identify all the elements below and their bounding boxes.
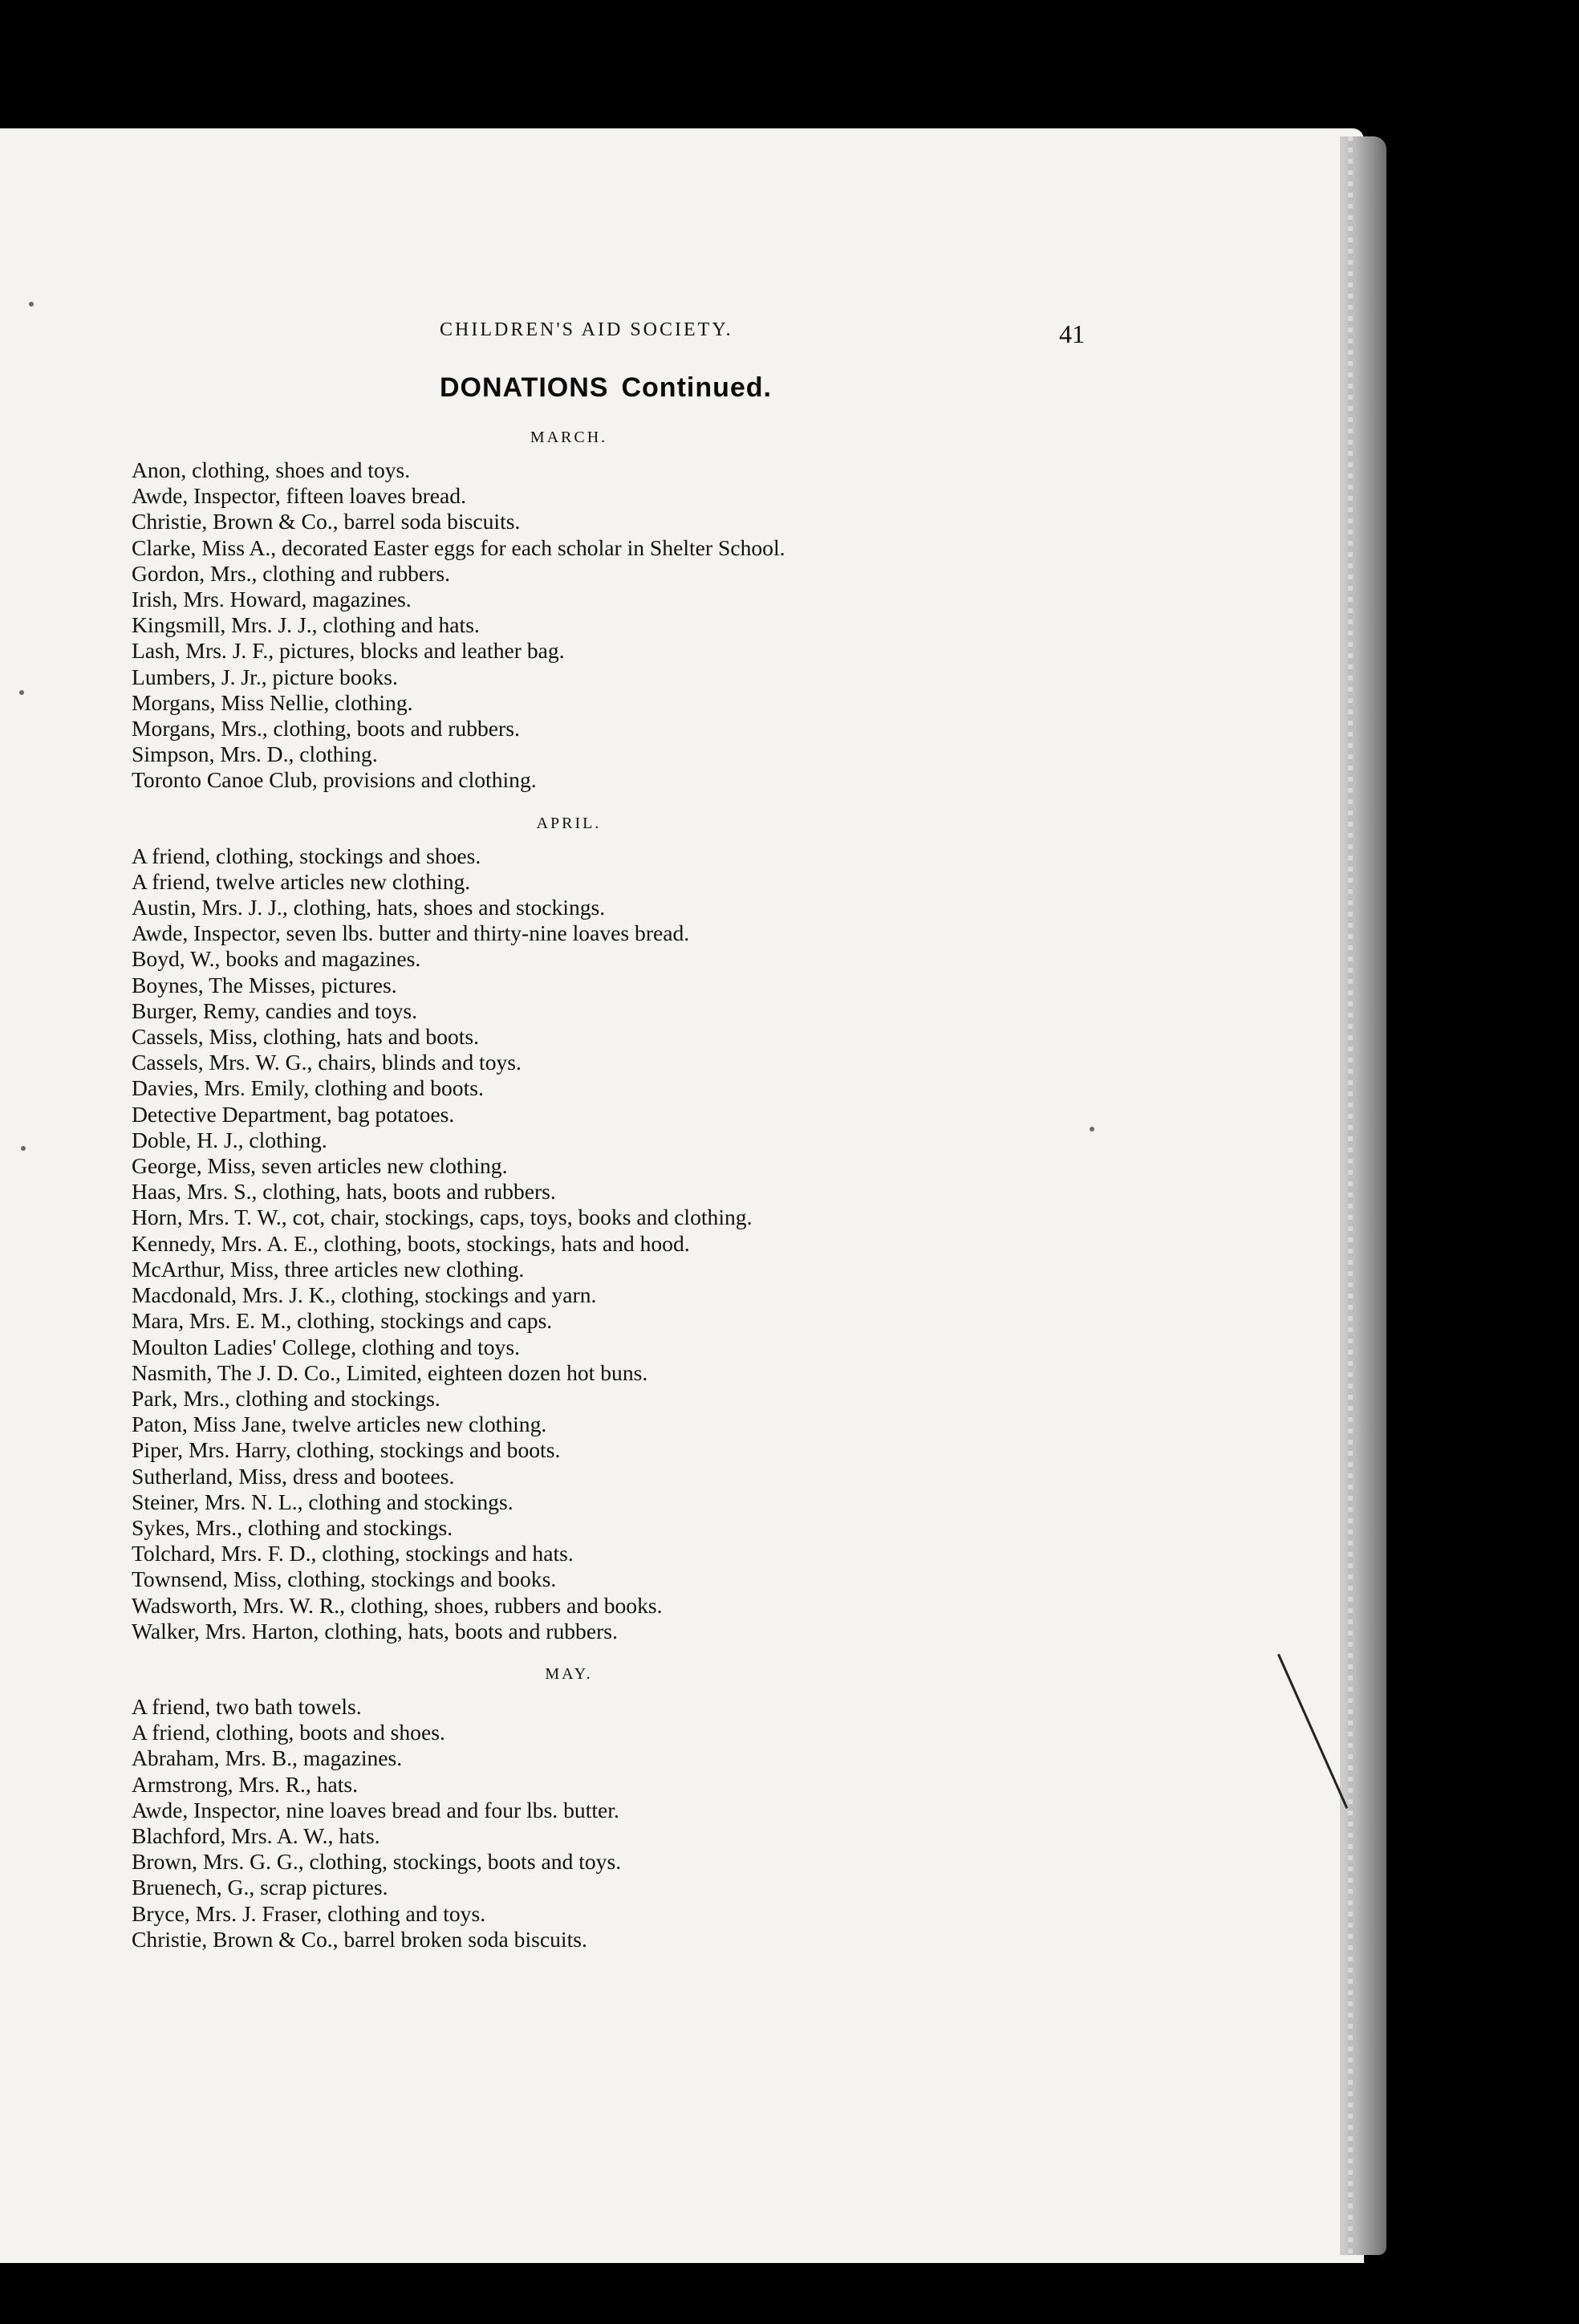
title-continued: Continued. (621, 372, 773, 403)
donation-entry: Simpson, Mrs. D., clothing. (132, 741, 378, 767)
donation-entry: Burger, Remy, candies and toys. (132, 997, 418, 1023)
donation-entry: Morgans, Mrs., clothing, boots and rubbers. (132, 716, 520, 741)
donation-entry: Mara, Mrs. E. M., clothing, stockings and caps. (132, 1308, 553, 1334)
donation-entry: Paton, Miss Jane, twelve articles new clothing. (132, 1412, 547, 1437)
donation-entry: Macdonald, Mrs. J. K., clothing, stockings and yarn. (132, 1282, 597, 1308)
donation-entry: Austin, Mrs. J. J., clothing, hats, shoes and stockings. (132, 895, 606, 920)
donation-entry: George, Miss, seven articles new clothing. (132, 1153, 508, 1179)
donation-entry: Awde, Inspector, nine loaves bread and four lbs. butter. (132, 1797, 619, 1822)
title-main: DONATIONS (440, 372, 609, 403)
donation-entry: Cassels, Miss, clothing, hats and boots. (132, 1024, 480, 1050)
running-head: CHILDREN'S AID SOCIETY. (440, 319, 733, 340)
donation-entry: Piper, Mrs. Harry, clothing, stockings and boots. (132, 1437, 561, 1463)
donation-entry: Sykes, Mrs., clothing and stockings. (132, 1514, 453, 1540)
month-heading: MARCH. (530, 429, 608, 446)
donation-entry: Townsend, Miss, clothing, stockings and books. (132, 1566, 557, 1592)
donation-entry: McArthur, Miss, three articles new clothing. (132, 1256, 525, 1282)
donation-entry: Gordon, Mrs., clothing and rubbers. (132, 560, 450, 586)
donation-entry: Morgans, Miss Nellie, clothing. (132, 689, 413, 715)
donations-list (132, 425, 1135, 1952)
donation-entry: A friend, twelve articles new clothing. (132, 868, 471, 894)
donation-entry: Christie, Brown & Co., barrel broken soda biscuits. (132, 1926, 587, 1952)
donation-entry: Walker, Mrs. Harton, clothing, hats, boots and rubbers. (132, 1618, 618, 1643)
donation-entry: Detective Department, bag potatoes. (132, 1101, 455, 1127)
donation-entry: Wadsworth, Mrs. W. R., clothing, shoes, rubbers and books. (132, 1592, 663, 1618)
donation-entry: A friend, clothing, stockings and shoes. (132, 843, 481, 868)
donation-entry: Doble, H. J., clothing. (132, 1127, 327, 1152)
donation-entry: Boyd, W., books and magazines. (132, 946, 421, 972)
scan-speck (19, 690, 24, 695)
donation-entry: Horn, Mrs. T. W., cot, chair, stockings, caps, toys, books and clothing. (132, 1205, 753, 1230)
donation-entry: Steiner, Mrs. N. L., clothing and stockings. (132, 1489, 513, 1514)
donation-entry: Kingsmill, Mrs. J. J., clothing and hats. (132, 612, 480, 638)
donation-entry: Park, Mrs., clothing and stockings. (132, 1385, 440, 1411)
donation-entry: Cassels, Mrs. W. G., chairs, blinds and toys. (132, 1050, 522, 1075)
scan-speck (29, 302, 34, 307)
donation-entry: Anon, clothing, shoes and toys. (132, 457, 411, 482)
donation-entry: Blachford, Mrs. A. W., hats. (132, 1822, 380, 1848)
donation-entry: Boynes, The Misses, pictures. (132, 972, 397, 997)
donation-entry: Kennedy, Mrs. A. E., clothing, boots, stockings, hats and hood. (132, 1230, 690, 1256)
donation-entry: A friend, two bath towels. (132, 1693, 362, 1719)
donation-entry: Armstrong, Mrs. R., hats. (132, 1771, 359, 1797)
page-title (440, 372, 772, 404)
donation-entry: Clarke, Miss A., decorated Easter eggs for each scholar in Shelter School. (132, 534, 785, 560)
donation-entry: Awde, Inspector, fifteen loaves bread. (132, 483, 466, 509)
page-number: 41 (1059, 319, 1085, 348)
donation-entry: Toronto Canoe Club, provisions and clothing. (132, 767, 537, 793)
month-heading: APRIL. (536, 814, 602, 832)
donation-entry: Lumbers, J. Jr., picture books. (132, 664, 398, 689)
donation-entry: Irish, Mrs. Howard, magazines. (132, 587, 412, 612)
donation-entry: Davies, Mrs. Emily, clothing and boots. (132, 1075, 484, 1101)
donation-entry: Lash, Mrs. J. F., pictures, blocks and leather bag. (132, 638, 565, 664)
scan-speck (21, 1146, 26, 1151)
donation-entry: Bruenech, G., scrap pictures. (132, 1875, 388, 1900)
donation-entry: Nasmith, The J. D. Co., Limited, eighteen dozen hot buns. (132, 1359, 648, 1385)
donation-entry: Brown, Mrs. G. G., clothing, stockings, boots and toys. (132, 1849, 622, 1875)
donation-entry: Christie, Brown & Co., barrel soda biscuits. (132, 509, 521, 534)
month-heading: MAY. (545, 1664, 593, 1683)
donation-entry: Bryce, Mrs. J. Fraser, clothing and toys. (132, 1900, 486, 1926)
donation-entry: Moulton Ladies' College, clothing and toys. (132, 1334, 520, 1359)
donation-entry: A friend, clothing, boots and shoes. (132, 1720, 445, 1745)
donation-entry: Haas, Mrs. S., clothing, hats, boots and rubbers. (132, 1179, 556, 1205)
donation-entry: Awde, Inspector, seven lbs. butter and thirty-nine loaves bread. (132, 920, 690, 946)
donation-entry: Tolchard, Mrs. F. D., clothing, stockings and hats. (132, 1541, 574, 1566)
donation-entry: Abraham, Mrs. B., magazines. (132, 1745, 403, 1771)
donation-entry: Sutherland, Miss, dress and bootees. (132, 1463, 455, 1489)
page-edge (1340, 136, 1386, 2255)
